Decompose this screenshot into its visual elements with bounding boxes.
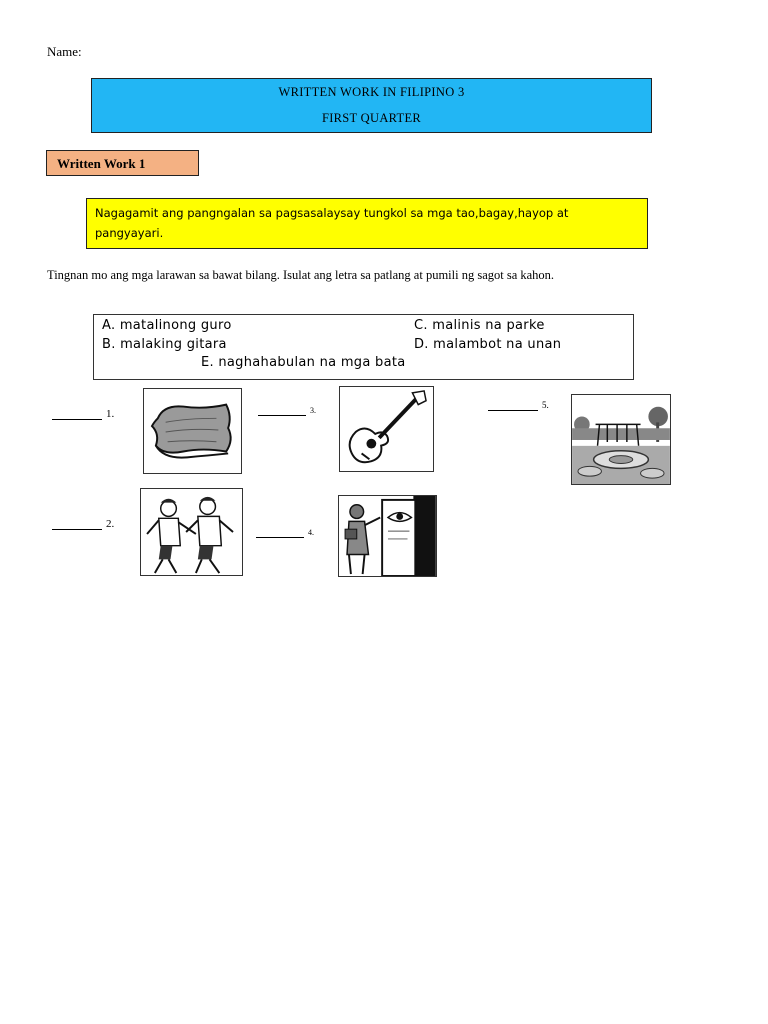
instructions: Tingnan mo ang mga larawan sa bawat bilang. Isulat ang letra sa patlang at pumili ng sagot sa kahon. (47, 268, 555, 282)
pillow-icon (144, 389, 241, 473)
guitar-picture (339, 386, 434, 472)
item-number: 3. (310, 406, 316, 415)
answer-blank[interactable] (52, 418, 102, 420)
teacher-icon (339, 496, 436, 576)
choice-b: B. malaking gitara (102, 337, 227, 352)
answer-blank[interactable] (488, 409, 538, 411)
teacher-picture (338, 495, 437, 577)
section-label: Written Work 1 (46, 150, 199, 176)
title-line-1: WRITTEN WORK IN FILIPINO 3 (278, 85, 465, 99)
item-number: 5. (542, 400, 549, 410)
guitar-icon (340, 387, 433, 471)
choice-c: C. malinis na parke (414, 318, 545, 333)
answer-blank[interactable] (258, 414, 306, 416)
item-number: 2. (106, 518, 115, 530)
answer-item-4[interactable] (256, 527, 314, 538)
title-banner (91, 78, 652, 133)
choices-box (93, 314, 634, 380)
choice-a: A. matalinong guro (102, 318, 232, 333)
answer-item-2[interactable] (52, 518, 114, 530)
answer-item-3[interactable] (258, 405, 316, 416)
answer-blank[interactable] (52, 528, 102, 530)
answer-blank[interactable] (256, 536, 304, 538)
title-line-2: FIRST QUARTER (321, 111, 422, 125)
answer-item-5[interactable] (488, 400, 549, 411)
children-running-picture (140, 488, 243, 576)
item-number: 1. (106, 408, 115, 420)
choice-e: E. naghahabulan na mga bata (201, 355, 406, 370)
choice-d: D. malambot na unan (414, 337, 562, 352)
answer-item-1[interactable] (52, 408, 114, 420)
pillow-picture (143, 388, 242, 474)
lesson-box: Nagagamit ang pangngalan sa pagsasalaysay tungkol sa mga tao,bagay,hayop at pangyayari. (86, 198, 648, 249)
name-label: Name: (47, 44, 82, 59)
children-running-icon (141, 489, 242, 575)
park-picture (571, 394, 671, 485)
item-number: 4. (308, 528, 314, 537)
park-icon (572, 395, 670, 484)
